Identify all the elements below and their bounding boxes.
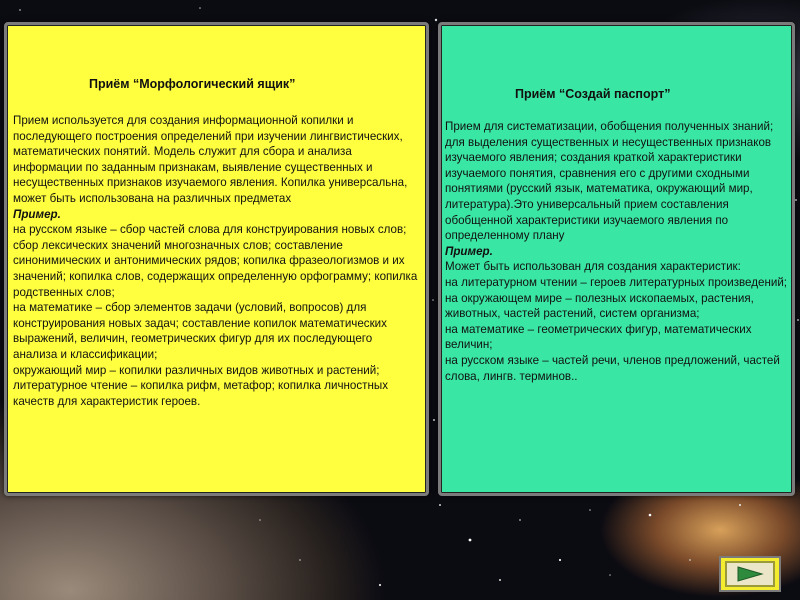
right-panel-intro: Прием для систематизации, обобщения полученных знаний; для выделения существенных и несущественных признаков изучаемого явления; создания краткой характеристики изучаемого понятия, сравнения его с другими сходными понятиями (русский язык, математика, окружающий мир, литература).Это универсальный прием составления обобщенной характеристики изучаемого явления по определенному плану (445, 120, 774, 243)
right-panel-paragraph: на окружающем мире – полезных ископаемых, растения, животных, частей растений, систем организма; (445, 291, 754, 321)
left-example-label: Пример. (13, 207, 61, 221)
left-panel-title: Приём “Морфологический ящик” (89, 77, 296, 91)
right-info-panel (438, 22, 795, 496)
left-panel-body (13, 113, 419, 409)
right-panel-body (445, 119, 791, 384)
left-info-panel (4, 22, 429, 496)
back-arrow-icon (735, 564, 765, 584)
left-panel-paragraph: окружающий мир – копилки различных видов животных и растений; (13, 363, 380, 377)
right-example-label: Пример. (445, 244, 493, 258)
left-panel-paragraph: Прием используется для создания информационной копилки и последующего построения определений при изучении лингвистических, математических понятий. Модель служит для сбора и анализа информации по заданным признакам, выявление существенных и несущественных признаков изучаемого явления. Копилка универсальна, может быть использована на различных предметах (13, 114, 408, 205)
right-panel-paragraph: на русском языке – частей речи, членов предложений, частей слова, лингв. терминов.. (445, 353, 780, 383)
back-button-frame (725, 561, 775, 587)
right-panel-paragraph: на математике – геометрических фигур, математических величин; (445, 322, 752, 352)
back-button[interactable] (719, 556, 781, 592)
right-panel-paragraph: на литературном чтении – героев литературных произведений; (445, 275, 788, 289)
left-panel-paragraph: на русском языке – сбор частей слова для конструирования новых слов; сбор лексических значений многозначных слов; составление синонимических и антонимических рядов; копилка фразеологизмов и их значений; копилка слов, содержащих определенную орфограмму; копилка родственных слов; (13, 223, 418, 299)
left-panel-paragraph: литературное чтение – копилка рифм, метафор; копилка личностных качеств для характеристик героев. (13, 379, 388, 408)
right-panel-title: Приём “Создай паспорт” (515, 87, 671, 101)
right-panel-paragraph: Может быть использован для создания характеристик: (445, 260, 741, 274)
left-panel-paragraph: на математике – сбор элементов задачи (условий, вопросов) для конструирования новых задач; составление копилок математических выражений, величин, геометрических фигур для их последующего анализа и классификации; (13, 301, 387, 361)
